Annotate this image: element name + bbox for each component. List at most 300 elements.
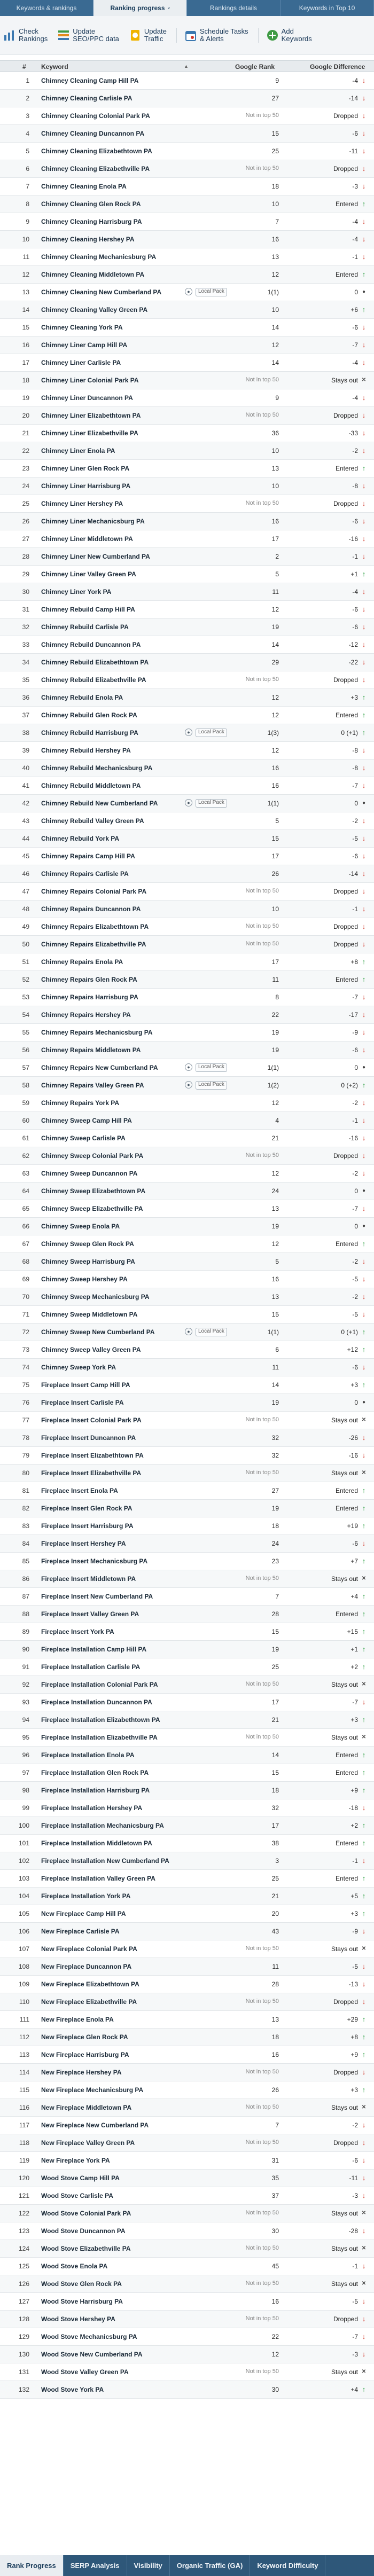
google-difference-cell: Stays out (331, 2210, 358, 2217)
table-row[interactable] (0, 1870, 374, 1888)
google-difference-cell: -11 (349, 147, 358, 155)
keyword-cell: Fireplace Insert York PA (41, 1628, 114, 1635)
table-row[interactable] (0, 830, 374, 848)
google-difference-cell: +2 (350, 1822, 358, 1829)
keyword-cell: Chimney Repairs Glen Rock PA (41, 976, 137, 983)
row-number: 14 (22, 306, 29, 314)
row-number: 113 (19, 2051, 29, 2058)
google-rank-cell: 7 (275, 218, 279, 225)
table-row[interactable] (0, 742, 374, 760)
stays-out-icon: ✕ (361, 2104, 367, 2110)
keyword-cell: Chimney Sweep Enola PA (41, 1223, 120, 1230)
table-row[interactable] (0, 2046, 374, 2064)
google-difference-cell: +7 (350, 1557, 358, 1565)
col-google-rank[interactable]: Google Rank (235, 63, 275, 71)
table-row[interactable] (0, 1888, 374, 1905)
arrow-down-icon: ↓ (362, 1028, 366, 1036)
table-row[interactable] (0, 777, 374, 795)
table-row[interactable] (0, 2381, 374, 2399)
bottom-tab-keyword-difficulty[interactable]: Keyword Difficulty (250, 2555, 325, 2576)
bottom-tab-visibility[interactable]: Visibility (127, 2555, 170, 2576)
google-difference-cell: Dropped (333, 112, 358, 120)
google-rank-cell: 1(1) (267, 1064, 279, 1071)
row-number: 36 (22, 694, 29, 701)
table-row[interactable] (0, 319, 374, 336)
arrow-down-icon: ↓ (362, 2174, 366, 2182)
google-rank-cell: Not in top 50 (245, 2069, 279, 2075)
arrow-down-icon: ↓ (362, 1046, 366, 1054)
google-difference-cell: +9 (350, 1787, 358, 1794)
arrow-up-icon: ↑ (362, 270, 366, 278)
table-row[interactable] (0, 2099, 374, 2117)
check-rankings-button[interactable]: Check Rankings (3, 28, 48, 43)
table-row[interactable] (0, 1570, 374, 1588)
table-row[interactable] (0, 971, 374, 989)
keyword-cell: Wood Stove Enola PA (41, 2262, 108, 2270)
table-row[interactable] (0, 795, 374, 812)
arrow-down-icon: ↓ (362, 2350, 366, 2358)
table-row[interactable] (0, 636, 374, 654)
update-traffic-button[interactable]: Update Traffic (129, 28, 167, 43)
table-row[interactable] (0, 1042, 374, 1059)
table-row[interactable] (0, 2346, 374, 2363)
google-rank-cell: 11 (272, 976, 279, 983)
table-row[interactable] (0, 1658, 374, 1676)
google-rank-cell: 17 (271, 535, 279, 543)
table-row[interactable] (0, 1200, 374, 1218)
google-difference-cell: Stays out (331, 1945, 358, 1953)
table-row[interactable] (0, 1641, 374, 1658)
table-row[interactable] (0, 2240, 374, 2258)
google-difference-cell: Entered (335, 465, 358, 472)
table-row[interactable] (0, 1729, 374, 1747)
keyword-cell: Fireplace Insert New Cumberland PA (41, 1593, 153, 1600)
google-difference-cell: -5 (352, 1963, 358, 1970)
google-rank-cell: 27 (271, 95, 279, 102)
table-row[interactable] (0, 425, 374, 442)
keyword-cell: Chimney Rebuild York PA (41, 835, 120, 842)
table-row[interactable] (0, 354, 374, 372)
arrow-down-icon: ↓ (362, 447, 366, 455)
table-row[interactable] (0, 1799, 374, 1817)
table-row[interactable] (0, 143, 374, 160)
table-row[interactable] (0, 107, 374, 125)
google-difference-cell: 0 (354, 1187, 358, 1195)
table-row[interactable] (0, 936, 374, 953)
keyword-cell: New Fireplace Enola PA (41, 2016, 114, 2023)
bottom-tab-serp-analysis[interactable]: SERP Analysis (64, 2555, 127, 2576)
table-row[interactable] (0, 865, 374, 883)
arrow-up-icon: ↑ (362, 1751, 366, 1759)
table-row[interactable] (0, 72, 374, 90)
google-difference-cell: -1 (352, 905, 358, 913)
table-row[interactable] (0, 1517, 374, 1535)
table-row[interactable] (0, 2205, 374, 2222)
arrow-up-icon: ↑ (362, 1592, 366, 1600)
table-row[interactable] (0, 195, 374, 213)
row-number: 41 (22, 782, 29, 789)
table-row[interactable] (0, 654, 374, 671)
google-rank-cell: 10 (271, 306, 279, 314)
row-number: 43 (22, 817, 29, 825)
google-rank-cell: 19 (271, 623, 279, 631)
table-row[interactable] (0, 2311, 374, 2328)
row-number: 131 (18, 2368, 29, 2376)
bottom-tab-rank-progress[interactable]: Rank Progress (0, 2555, 64, 2576)
google-difference-cell: -7 (352, 993, 358, 1001)
table-row[interactable] (0, 707, 374, 724)
arrow-down-icon: ↓ (362, 781, 366, 789)
table-row[interactable] (0, 760, 374, 777)
table-row[interactable] (0, 2064, 374, 2081)
table-row[interactable] (0, 1623, 374, 1641)
add-keywords-button[interactable]: Add Keywords (258, 28, 312, 43)
arrow-up-icon: ↑ (362, 1610, 366, 1618)
table-row[interactable] (0, 812, 374, 830)
table-row[interactable] (0, 583, 374, 601)
arrow-down-icon: ↓ (362, 817, 366, 825)
table-row[interactable] (0, 1940, 374, 1958)
col-keyword[interactable]: Keyword (41, 63, 68, 71)
table-row[interactable] (0, 1588, 374, 1606)
google-rank-cell: 11 (272, 1364, 279, 1371)
google-rank-cell: 23 (271, 1557, 279, 1565)
table-row[interactable] (0, 372, 374, 389)
no-change-icon: ● (362, 1223, 366, 1229)
table-row[interactable] (0, 1764, 374, 1782)
table-row[interactable] (0, 1094, 374, 1112)
google-difference-cell: 0 (+1) (341, 1328, 358, 1336)
table-row[interactable] (0, 1271, 374, 1288)
arrow-down-icon: ↓ (362, 746, 366, 754)
row-number: 78 (22, 1434, 29, 1442)
table-row[interactable] (0, 1465, 374, 1482)
keyword-cell: Chimney Cleaning Middletown PA (41, 271, 145, 278)
tab-rankings-details[interactable]: Rankings details (187, 0, 280, 16)
table-row[interactable] (0, 90, 374, 107)
tab-keywords-top10[interactable]: Keywords in Top 10 (280, 0, 374, 16)
table-row[interactable] (0, 1447, 374, 1465)
table-row[interactable] (0, 1376, 374, 1394)
google-rank-cell: 38 (271, 1839, 279, 1847)
table-row[interactable] (0, 442, 374, 460)
google-difference-cell: +8 (350, 2033, 358, 2041)
table-row[interactable] (0, 2011, 374, 2029)
keyword-cell: Chimney Liner Elizabethville PA (41, 429, 138, 437)
table-row[interactable] (0, 1412, 374, 1429)
google-difference-cell: -7 (352, 2333, 358, 2340)
tab-ranking-progress[interactable]: Ranking progress › (94, 0, 187, 16)
google-rank-cell: Not in top 50 (245, 500, 279, 506)
table-row[interactable] (0, 495, 374, 513)
keyword-cell: Chimney Cleaning Colonial Park PA (41, 112, 150, 120)
table-row[interactable] (0, 231, 374, 248)
table-row[interactable] (0, 1165, 374, 1183)
keyword-cell: Chimney Sweep Hershey PA (41, 1275, 128, 1283)
google-difference-cell: Entered (335, 1505, 358, 1512)
google-rank-cell: 12 (271, 1170, 279, 1177)
table-row[interactable] (0, 284, 374, 301)
table-row[interactable] (0, 530, 374, 548)
table-row[interactable] (0, 460, 374, 477)
keyword-cell: Fireplace Installation Elizabethtown PA (41, 1716, 160, 1724)
table-row[interactable] (0, 1676, 374, 1694)
bottom-tab-organic-traffic[interactable]: Organic Traffic (GA) (170, 2555, 251, 2576)
table-row[interactable] (0, 407, 374, 425)
arrow-down-icon: ↓ (362, 2297, 366, 2305)
row-number: 9 (26, 218, 29, 225)
arrow-down-icon: ↓ (362, 1539, 366, 1547)
table-row[interactable] (0, 2152, 374, 2170)
table-row[interactable] (0, 301, 374, 319)
table-row[interactable] (0, 1429, 374, 1447)
google-difference-cell: 0 (+2) (341, 1082, 358, 1089)
keyword-cell: Chimney Liner Camp Hill PA (41, 341, 128, 349)
table-row[interactable] (0, 2328, 374, 2346)
table-row[interactable] (0, 2081, 374, 2099)
arrow-down-icon: ↓ (362, 1998, 366, 2006)
google-rank-cell: 12 (271, 1240, 279, 1248)
google-difference-cell: +3 (350, 2086, 358, 2094)
arrow-down-icon: ↓ (362, 358, 366, 366)
table-row[interactable] (0, 1923, 374, 1940)
arrow-down-icon: ↓ (362, 887, 366, 895)
table-row[interactable] (0, 1535, 374, 1553)
row-number: 98 (22, 1787, 29, 1794)
row-number: 17 (22, 359, 29, 366)
keyword-cell: Chimney Repairs New Cumberland PA (41, 1064, 158, 1071)
row-number: 13 (22, 288, 29, 296)
table-row[interactable] (0, 1147, 374, 1165)
table-row[interactable] (0, 1024, 374, 1042)
table-row[interactable] (0, 1976, 374, 1993)
google-rank-cell: 35 (271, 2174, 279, 2182)
table-row[interactable] (0, 1782, 374, 1799)
google-difference-cell: +15 (347, 1628, 358, 1635)
keyword-cell: Fireplace Installation Enola PA (41, 1751, 135, 1759)
google-difference-cell: -17 (348, 1011, 358, 1019)
keyword-cell: Chimney Repairs Mechanicsburg PA (41, 1029, 153, 1036)
arrow-up-icon: ↑ (362, 306, 366, 314)
table-row[interactable] (0, 1553, 374, 1570)
google-difference-cell: -26 (348, 1434, 358, 1442)
table-row[interactable] (0, 1835, 374, 1852)
table-row[interactable] (0, 671, 374, 689)
table-row[interactable] (0, 618, 374, 636)
arrow-down-icon: ↓ (362, 588, 366, 596)
table-row[interactable] (0, 1694, 374, 1711)
table-row[interactable] (0, 1253, 374, 1271)
table-row[interactable] (0, 1500, 374, 1517)
keyword-cell: Chimney Cleaning New Cumberland PA (41, 288, 162, 296)
google-difference-cell: -22 (348, 659, 358, 666)
table-row[interactable] (0, 266, 374, 284)
google-rank-cell: Not in top 50 (245, 888, 279, 894)
arrow-down-icon: ↓ (362, 2156, 366, 2164)
google-difference-cell: +3 (350, 694, 358, 701)
table-row[interactable] (0, 953, 374, 971)
keyword-cell: Chimney Liner Glen Rock PA (41, 465, 130, 472)
google-rank-cell: 22 (271, 2333, 279, 2340)
row-number: 104 (18, 1892, 29, 1900)
table-row[interactable] (0, 2258, 374, 2275)
keyword-cell: Wood Stove Camp Hill PA (41, 2174, 120, 2182)
table-row[interactable] (0, 1077, 374, 1094)
table-row[interactable] (0, 1817, 374, 1835)
row-number: 31 (22, 606, 29, 613)
table-row[interactable] (0, 848, 374, 865)
tab-keywords-rankings[interactable]: Keywords & rankings (0, 0, 94, 16)
google-rank-cell: 19 (271, 1223, 279, 1230)
table-row[interactable] (0, 1306, 374, 1324)
row-number: 11 (22, 253, 29, 261)
table-row[interactable] (0, 989, 374, 1006)
google-difference-cell: -4 (352, 588, 358, 596)
table-row[interactable] (0, 248, 374, 266)
table-row[interactable] (0, 1059, 374, 1077)
table-row[interactable] (0, 1852, 374, 1870)
keyword-cell: Chimney Rebuild Carlisle PA (41, 623, 129, 631)
table-row[interactable] (0, 901, 374, 918)
google-rank-cell: 21 (271, 1716, 279, 1724)
table-row[interactable] (0, 601, 374, 618)
table-row[interactable] (0, 2134, 374, 2152)
table-row[interactable] (0, 1958, 374, 1976)
arrow-down-icon: ↓ (362, 623, 366, 631)
table-row[interactable] (0, 1905, 374, 1923)
keyword-cell: Wood Stove Valley Green PA (41, 2368, 129, 2376)
google-rank-cell: 2 (275, 553, 279, 560)
arrow-down-icon: ↓ (362, 499, 366, 507)
table-row[interactable] (0, 477, 374, 495)
table-row[interactable] (0, 724, 374, 742)
arrow-up-icon: ↑ (362, 1557, 366, 1565)
google-difference-cell: -6 (352, 130, 358, 137)
arrow-down-icon: ↓ (362, 1169, 366, 1177)
google-difference-cell: -1 (352, 2262, 358, 2270)
table-row[interactable] (0, 2363, 374, 2381)
keyword-cell: Chimney Liner Valley Green PA (41, 570, 136, 578)
table-row[interactable] (0, 1359, 374, 1376)
arrow-up-icon: ↑ (362, 570, 366, 578)
google-rank-cell: Not in top 50 (245, 941, 279, 947)
schedule-tasks-button[interactable]: Schedule Tasks & Alerts (176, 28, 248, 43)
google-difference-cell: 0 (354, 1064, 358, 1071)
keyword-cell: Fireplace Installation York PA (41, 1892, 131, 1900)
table-row[interactable] (0, 1711, 374, 1729)
table-row[interactable] (0, 1747, 374, 1764)
table-row[interactable] (0, 1130, 374, 1147)
col-num[interactable]: # (22, 63, 26, 71)
keyword-cell: Chimney Rebuild New Cumberland PA (41, 800, 158, 807)
table-row[interactable] (0, 213, 374, 231)
update-seo-button[interactable]: Update SEO/PPC data (57, 28, 119, 43)
keyword-cell: Chimney Repairs Duncannon PA (41, 905, 141, 913)
table-row[interactable] (0, 918, 374, 936)
col-google-difference[interactable]: Google Difference (310, 63, 365, 71)
table-row[interactable] (0, 125, 374, 143)
google-rank-cell: 13 (271, 1293, 279, 1301)
google-rank-cell: 5 (275, 570, 279, 578)
table-row[interactable] (0, 1482, 374, 1500)
table-row[interactable] (0, 548, 374, 566)
keyword-cell: Chimney Sweep Harrisburg PA (41, 1258, 135, 1265)
table-row[interactable] (0, 1993, 374, 2011)
table-row[interactable] (0, 1235, 374, 1253)
table-row[interactable] (0, 389, 374, 407)
keyword-cell: Chimney Sweep Mechanicsburg PA (41, 1293, 150, 1301)
row-number: 81 (22, 1487, 29, 1494)
table-row[interactable] (0, 1324, 374, 1341)
table-row[interactable] (0, 2029, 374, 2046)
table-row[interactable] (0, 2222, 374, 2240)
table-row[interactable] (0, 2117, 374, 2134)
table-row[interactable] (0, 336, 374, 354)
seo-data-icon (57, 29, 70, 42)
arrow-down-icon: ↓ (362, 834, 366, 842)
table-row[interactable] (0, 1112, 374, 1130)
google-rank-cell: 28 (271, 1610, 279, 1618)
google-rank-cell: 12 (271, 747, 279, 754)
google-difference-cell: -4 (352, 218, 358, 225)
table-row[interactable] (0, 2293, 374, 2311)
row-number: 38 (22, 729, 29, 737)
table-row[interactable] (0, 1288, 374, 1306)
google-difference-cell: -2 (352, 1170, 358, 1177)
row-number: 33 (22, 641, 29, 648)
row-number: 27 (22, 535, 29, 543)
table-row[interactable] (0, 883, 374, 901)
table-row[interactable] (0, 689, 374, 707)
table-row[interactable] (0, 566, 374, 583)
google-difference-cell: -6 (352, 852, 358, 860)
google-difference-cell: 0 (354, 1399, 358, 1406)
table-row[interactable] (0, 2170, 374, 2187)
keyword-cell: Wood Stove Carlisle PA (41, 2192, 113, 2199)
table-row[interactable] (0, 1183, 374, 1200)
table-row[interactable] (0, 1218, 374, 1235)
row-number: 54 (22, 1011, 29, 1019)
arrow-down-icon: ↓ (362, 1927, 366, 1935)
google-rank-cell: 16 (271, 236, 279, 243)
table-row[interactable] (0, 1341, 374, 1359)
google-difference-cell: +2 (350, 1663, 358, 1671)
google-difference-cell: Entered (335, 1839, 358, 1847)
google-rank-cell: 31 (271, 2157, 279, 2164)
google-rank-cell: 11 (272, 588, 279, 596)
table-row[interactable] (0, 1006, 374, 1024)
sort-arrow-icon[interactable]: ▲ (184, 64, 189, 69)
table-row[interactable] (0, 1394, 374, 1412)
table-row[interactable] (0, 160, 374, 178)
chevron-icon: › (166, 7, 172, 9)
row-number: 37 (22, 711, 29, 719)
arrow-down-icon: ↓ (362, 165, 366, 173)
row-number: 57 (22, 1064, 29, 1071)
google-difference-cell: -16 (348, 1134, 358, 1142)
table-row[interactable] (0, 2275, 374, 2293)
google-difference-cell: -28 (348, 2227, 358, 2235)
table-row[interactable] (0, 178, 374, 195)
table-row[interactable] (0, 2187, 374, 2205)
keyword-cell: Fireplace Installation Glen Rock PA (41, 1769, 149, 1776)
table-row[interactable] (0, 513, 374, 530)
table-row[interactable] (0, 1606, 374, 1623)
row-number: 74 (22, 1364, 29, 1371)
google-rank-cell: 12 (271, 341, 279, 349)
google-difference-cell: -8 (352, 747, 358, 754)
keyword-cell: Chimney Cleaning Enola PA (41, 183, 127, 190)
